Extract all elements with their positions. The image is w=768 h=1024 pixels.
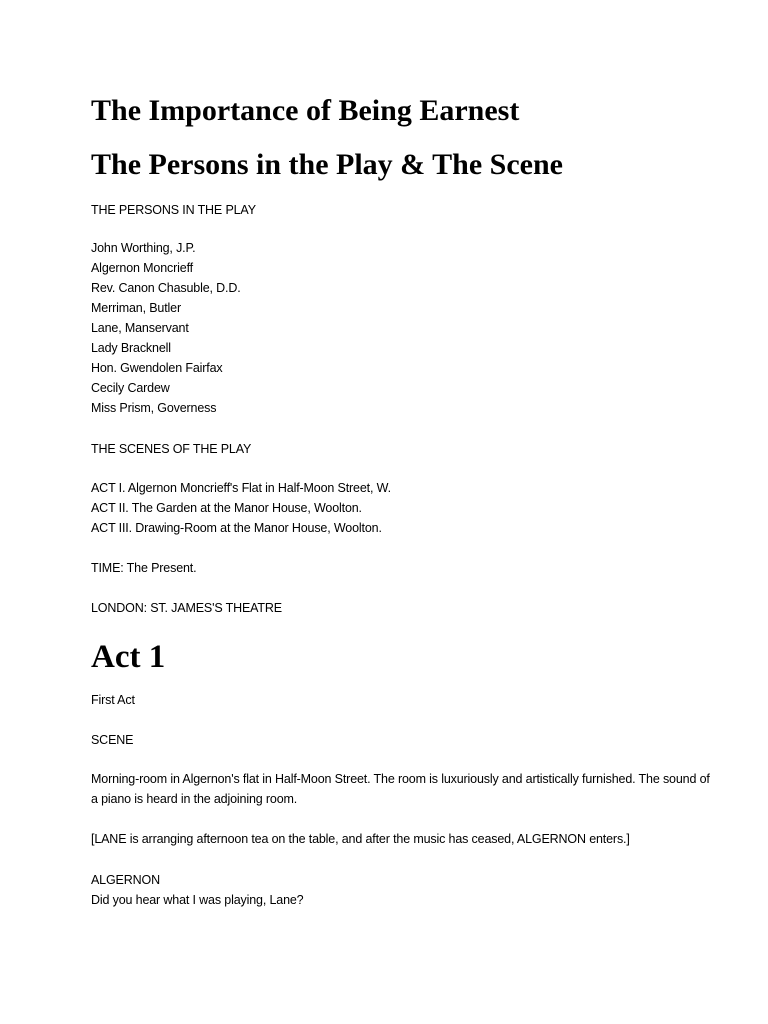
person-item: Hon. Gwendolen Fairfax [91,361,223,375]
person-item: John Worthing, J.P. [91,241,196,255]
stage-direction: [LANE is arranging afternoon tea on the table, and after the music has ceased, ALGERNON enters.] [91,832,630,846]
person-item: Cecily Cardew [91,381,170,395]
london-line: LONDON: ST. JAMES'S THEATRE [91,601,282,615]
act-subtitle: First Act [91,693,135,707]
document-title: The Importance of Being Earnest [91,94,520,127]
person-item: Miss Prism, Governess [91,401,217,415]
person-item: Lady Bracknell [91,341,171,355]
person-item: Merriman, Butler [91,301,181,315]
act-heading: Act 1 [91,639,166,675]
time-line: TIME: The Present. [91,561,197,575]
scene-description: Morning-room in Algernon's flat in Half-Moon Street. The room is luxuriously and artistically furnished. The sound of a piano is heard in the adjoining room. [91,772,710,806]
dialogue-line: Did you hear what I was playing, Lane? [91,893,304,907]
person-item: Lane, Manservant [91,321,189,335]
persons-list [91,238,241,418]
scenes-heading: THE SCENES OF THE PLAY [91,442,252,456]
scenes-list [91,478,391,538]
scene-item: ACT II. The Garden at the Manor House, Woolton. [91,501,362,515]
speaker-name: ALGERNON [91,873,160,887]
scene-label: SCENE [91,733,134,747]
scene-item: ACT III. Drawing-Room at the Manor House, Woolton. [91,521,382,535]
person-item: Algernon Moncrieff [91,261,193,275]
document-subtitle: The Persons in the Play & The Scene [91,148,563,181]
persons-heading: THE PERSONS IN THE PLAY [91,203,256,217]
scene-item: ACT I. Algernon Moncrieff's Flat in Half-Moon Street, W. [91,481,391,495]
person-item: Rev. Canon Chasuble, D.D. [91,281,241,295]
